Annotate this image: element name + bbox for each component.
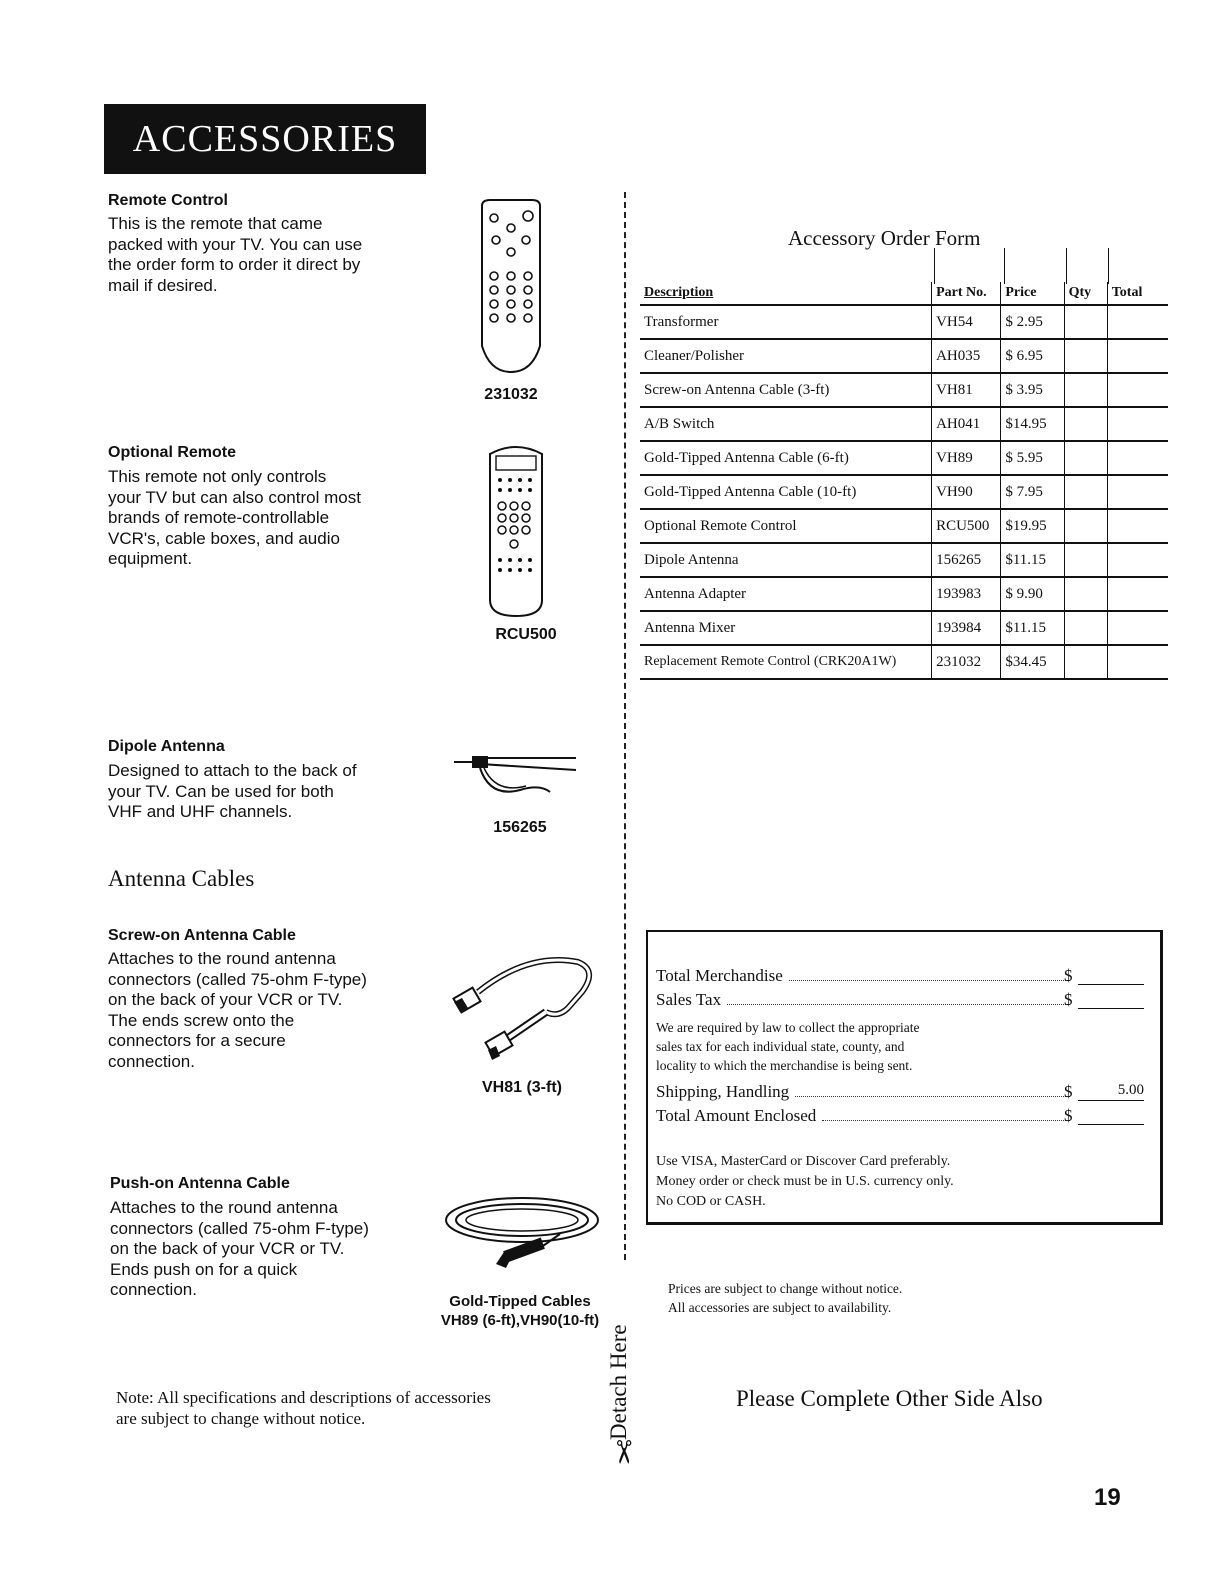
- row-price: $ 2.95: [1001, 305, 1064, 339]
- row-total-field[interactable]: [1107, 441, 1168, 475]
- row-description: Antenna Mixer: [640, 611, 932, 645]
- row-price: $34.45: [1001, 645, 1064, 679]
- row-part: RCU500: [932, 509, 1001, 543]
- row-part: 193984: [932, 611, 1001, 645]
- sales-tax-note: We are required by law to collect the appropriate sales tax for each individual state, county, and locality to which the merchandise is being sent.: [656, 1020, 920, 1073]
- section-heading-antenna-cables: Antenna Cables: [108, 866, 255, 891]
- row-price: $ 6.95: [1001, 339, 1064, 373]
- currency-symbol: $: [1064, 1106, 1073, 1125]
- row-total-field[interactable]: [1107, 305, 1168, 339]
- total-enclosed-field[interactable]: [1078, 1106, 1144, 1125]
- row-qty-field[interactable]: [1064, 577, 1107, 611]
- complete-other-side: Please Complete Other Side Also: [736, 1386, 1043, 1411]
- row-qty-field[interactable]: [1064, 441, 1107, 475]
- detach-here-label: Detach Here: [606, 1324, 631, 1440]
- sales-tax-label: Sales Tax: [656, 990, 722, 1009]
- table-row: [640, 645, 1168, 679]
- row-price: $11.15: [1001, 543, 1064, 577]
- row-price: $19.95: [1001, 509, 1064, 543]
- row-part: 156265: [932, 543, 1001, 577]
- row-part: AH041: [932, 407, 1001, 441]
- row-qty-field[interactable]: [1064, 475, 1107, 509]
- table-row: [640, 577, 1168, 611]
- table-row: [640, 543, 1168, 577]
- row-description: Replacement Remote Control (CRK20A1W): [640, 645, 932, 679]
- header-rule-total: [1108, 248, 1109, 284]
- header-rule-price: [1004, 248, 1005, 284]
- row-total-field[interactable]: [1107, 543, 1168, 577]
- row-part: 193983: [932, 577, 1001, 611]
- currency-symbol: $: [1064, 966, 1073, 985]
- shipping-row: [656, 1082, 1146, 1102]
- row-qty-field[interactable]: [1064, 645, 1107, 679]
- item-desc-push-on-cable: Attaches to the round antenna connectors (called 75-ohm F-type) on the back of your VCR or TV. Ends push on for a quick connection.: [110, 1198, 369, 1299]
- payment-note: Use VISA, MasterCard or Discover Card preferably. Money order or check must be in U.S. currency only. No COD or CASH.: [656, 1154, 954, 1209]
- totals-box: [646, 930, 1163, 1225]
- row-part: VH54: [932, 305, 1001, 339]
- row-description: Gold-Tipped Antenna Cable (10-ft): [640, 475, 932, 509]
- row-qty-field[interactable]: [1064, 339, 1107, 373]
- detach-dashed-line: [624, 192, 626, 1260]
- note-specifications: Note: All specifications and descriptions of accessories are subject to change without notice.: [116, 1388, 491, 1428]
- total-merchandise-label: Total Merchandise: [656, 966, 783, 985]
- row-qty-field[interactable]: [1064, 373, 1107, 407]
- order-form-title: Accessory Order Form: [788, 226, 981, 250]
- row-description: Gold-Tipped Antenna Cable (6-ft): [640, 441, 932, 475]
- col-price: Price: [1001, 282, 1064, 305]
- total-merchandise-field[interactable]: [1078, 966, 1144, 985]
- row-description: Transformer: [640, 305, 932, 339]
- table-row: [640, 339, 1168, 373]
- row-total-field[interactable]: [1107, 339, 1168, 373]
- header-rule-qty: [1066, 248, 1067, 284]
- row-total-field[interactable]: [1107, 475, 1168, 509]
- push-on-cable-illustration: [440, 1190, 605, 1276]
- table-row: [640, 305, 1168, 339]
- table-row: [640, 475, 1168, 509]
- item-desc-remote-control: This is the remote that came packed with your TV. You can use the order form to order it direct by mail if desired.: [108, 214, 363, 295]
- shipping-label: Shipping, Handling: [656, 1082, 790, 1101]
- row-part: VH89: [932, 441, 1001, 475]
- row-qty-field[interactable]: [1064, 611, 1107, 645]
- page-number: 19: [1094, 1484, 1121, 1511]
- page-title: ACCESSORIES: [104, 104, 426, 174]
- item-desc-screw-on-cable: Attaches to the round antenna connectors (called 75-ohm F-type) on the back of your VCR or TV. The ends screw onto the connectors for a secure connection.: [108, 949, 367, 1071]
- total-merchandise-row: [656, 966, 1146, 986]
- row-qty-field[interactable]: [1064, 305, 1107, 339]
- table-row: [640, 407, 1168, 441]
- part-number-231032: 231032: [484, 386, 538, 403]
- row-part: VH90: [932, 475, 1001, 509]
- row-total-field[interactable]: [1107, 645, 1168, 679]
- header-rule-part: [934, 248, 935, 284]
- table-row: [640, 441, 1168, 475]
- table-row: [640, 509, 1168, 543]
- part-caption-gold-tipped: Gold-Tipped Cables: [449, 1293, 591, 1310]
- row-total-field[interactable]: [1107, 373, 1168, 407]
- item-title-remote-control: Remote Control: [108, 192, 228, 209]
- table-row: [640, 373, 1168, 407]
- remote-control-illustration: [476, 196, 546, 376]
- order-table-header: [640, 282, 1168, 305]
- shipping-value: 5.00: [1078, 1082, 1144, 1101]
- item-desc-dipole-antenna: Designed to attach to the back of your TV. Can be used for both VHF and UHF channels.: [108, 761, 357, 821]
- row-price: $ 9.90: [1001, 577, 1064, 611]
- col-description: Description: [640, 282, 932, 305]
- row-total-field[interactable]: [1107, 611, 1168, 645]
- row-price: $ 3.95: [1001, 373, 1064, 407]
- table-row: [640, 611, 1168, 645]
- row-price: $ 5.95: [1001, 441, 1064, 475]
- currency-symbol: $: [1064, 990, 1073, 1009]
- order-form-table: [640, 282, 1168, 680]
- total-enclosed-row: [656, 1106, 1146, 1126]
- row-description: Antenna Adapter: [640, 577, 932, 611]
- row-part: AH035: [932, 339, 1001, 373]
- sales-tax-row: [656, 990, 1146, 1010]
- screw-on-cable-illustration: [448, 952, 598, 1074]
- part-number-rcu500: RCU500: [495, 626, 557, 643]
- currency-symbol: $: [1064, 1082, 1073, 1101]
- part-number-156265: 156265: [493, 819, 547, 836]
- sales-tax-field[interactable]: [1078, 990, 1144, 1009]
- part-number-vh81: VH81 (3-ft): [481, 1079, 562, 1096]
- optional-remote-illustration: [486, 440, 546, 620]
- item-title-push-on-cable: Push-on Antenna Cable: [110, 1175, 290, 1192]
- row-total-field[interactable]: [1107, 509, 1168, 543]
- row-part: VH81: [932, 373, 1001, 407]
- row-part: 231032: [932, 645, 1001, 679]
- row-qty-field[interactable]: [1064, 543, 1107, 577]
- item-desc-optional-remote: This remote not only controls your TV but can also control most brands of remote-controllable VCR's, cable boxes, and audio equipment.: [108, 467, 361, 568]
- row-description: A/B Switch: [640, 407, 932, 441]
- row-total-field[interactable]: [1107, 407, 1168, 441]
- col-qty: Qty: [1064, 282, 1107, 305]
- row-price: $11.15: [1001, 611, 1064, 645]
- col-part-no: Part No.: [932, 282, 1001, 305]
- row-total-field[interactable]: [1107, 577, 1168, 611]
- total-enclosed-label: Total Amount Enclosed: [656, 1106, 817, 1125]
- item-title-dipole-antenna: Dipole Antenna: [108, 738, 225, 755]
- row-qty-field[interactable]: [1064, 407, 1107, 441]
- row-description: Screw-on Antenna Cable (3-ft): [640, 373, 932, 407]
- dipole-antenna-illustration: [450, 748, 580, 804]
- row-price: $ 7.95: [1001, 475, 1064, 509]
- row-price: $14.95: [1001, 407, 1064, 441]
- item-title-optional-remote: Optional Remote: [108, 444, 237, 461]
- row-qty-field[interactable]: [1064, 509, 1107, 543]
- part-number-vh89-vh90: VH89 (6-ft),VH90(10-ft): [440, 1312, 600, 1329]
- price-disclaimer: Prices are subject to change without notice. All accessories are subject to availability.: [668, 1281, 903, 1315]
- row-description: Cleaner/Polisher: [640, 339, 932, 373]
- row-description: Dipole Antenna: [640, 543, 932, 577]
- scissors-icon: ✂: [605, 1438, 642, 1466]
- row-description: Optional Remote Control: [640, 509, 932, 543]
- item-title-screw-on-cable: Screw-on Antenna Cable: [108, 927, 296, 944]
- col-total: Total: [1107, 282, 1168, 305]
